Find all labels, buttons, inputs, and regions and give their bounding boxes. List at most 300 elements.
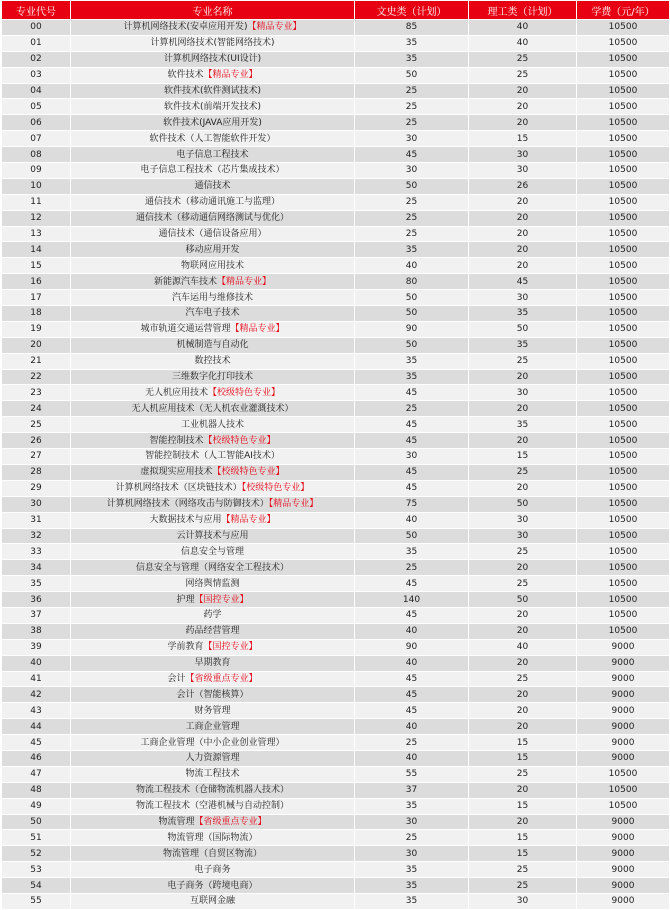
- major-tag: 【精品专业】: [221, 515, 276, 526]
- header-major-name: 专业名称: [71, 1, 355, 20]
- tuition-cell: 10500: [577, 417, 670, 433]
- table-row: [2, 687, 670, 703]
- major-name-cell: [71, 639, 355, 655]
- table-row: [2, 655, 670, 671]
- arts-plan-cell: 25: [355, 401, 469, 417]
- major-code-cell: 08: [2, 147, 71, 163]
- arts-plan-cell: 90: [355, 321, 469, 337]
- major-code-cell: 50: [2, 814, 71, 830]
- table-row: [2, 814, 670, 830]
- major-name-text: 物流工程技术: [185, 769, 240, 780]
- tuition-cell: 10500: [577, 623, 670, 639]
- table-row: [2, 258, 670, 274]
- table-row: [2, 560, 670, 576]
- science-plan-cell: 20: [469, 242, 577, 258]
- major-name-text: 学前教育: [167, 642, 204, 653]
- science-plan-cell: 20: [469, 814, 577, 830]
- major-name-text: 工商企业管理（中小企业创业管理）: [140, 737, 285, 748]
- table-row: [2, 337, 670, 353]
- arts-plan-cell: 40: [355, 655, 469, 671]
- major-name-cell: [71, 163, 355, 179]
- major-name-text: 通信技术（移动通讯施工与监理）: [144, 197, 280, 208]
- table-row: [2, 496, 670, 512]
- table-row: [2, 178, 670, 194]
- tuition-cell: 10500: [577, 83, 670, 99]
- science-plan-cell: 20: [469, 115, 577, 131]
- major-code-cell: 05: [2, 99, 71, 115]
- table-row: [2, 226, 670, 242]
- major-code-cell: 06: [2, 115, 71, 131]
- major-name-cell: [71, 782, 355, 798]
- major-name-text: 城市轨道交通运营管理: [140, 324, 231, 335]
- arts-plan-cell: 45: [355, 417, 469, 433]
- major-code-cell: 51: [2, 830, 71, 846]
- major-tag: 【国控专业】: [203, 642, 258, 653]
- tuition-cell: 10500: [577, 369, 670, 385]
- major-code-cell: 24: [2, 401, 71, 417]
- arts-plan-cell: 35: [355, 353, 469, 369]
- major-name-cell: [71, 449, 355, 465]
- arts-plan-cell: 45: [355, 433, 469, 449]
- major-name-cell: [71, 99, 355, 115]
- science-plan-cell: 30: [469, 163, 577, 179]
- major-code-cell: 15: [2, 258, 71, 274]
- major-tag: 【校级特色专业】: [208, 387, 281, 398]
- tuition-cell: 10500: [577, 449, 670, 465]
- major-name-text: 智能控制技术: [149, 435, 204, 446]
- table-row: [2, 576, 670, 592]
- science-plan-cell: 25: [469, 67, 577, 83]
- tuition-cell: 10500: [577, 67, 670, 83]
- arts-plan-cell: 45: [355, 576, 469, 592]
- major-name-text: 财务管理: [194, 705, 231, 716]
- table-row: [2, 83, 670, 99]
- major-code-cell: 20: [2, 337, 71, 353]
- major-name-cell: [71, 35, 355, 51]
- tuition-cell: 9000: [577, 862, 670, 878]
- major-name-text: 物流管理: [158, 816, 195, 827]
- major-name-cell: [71, 719, 355, 735]
- tuition-cell: 9000: [577, 846, 670, 862]
- table-row: [2, 544, 670, 560]
- science-plan-cell: 50: [469, 592, 577, 608]
- table-row: [2, 735, 670, 751]
- science-plan-cell: 20: [469, 687, 577, 703]
- major-code-cell: 30: [2, 496, 71, 512]
- major-name-text: 大数据技术与应用: [149, 515, 222, 526]
- table-row: [2, 194, 670, 210]
- science-plan-cell: 25: [469, 766, 577, 782]
- arts-plan-cell: 45: [355, 703, 469, 719]
- arts-plan-cell: 30: [355, 163, 469, 179]
- tuition-cell: 10500: [577, 782, 670, 798]
- major-tag: 【精品专业】: [203, 70, 258, 81]
- tuition-cell: 10500: [577, 20, 670, 36]
- science-plan-cell: 45: [469, 274, 577, 290]
- table-row: [2, 893, 670, 909]
- tuition-cell: 9000: [577, 893, 670, 909]
- major-name-text: 物流工程技术（仓储物流机器人技术）: [135, 785, 289, 796]
- science-plan-cell: 20: [469, 99, 577, 115]
- major-name-cell: [71, 766, 355, 782]
- arts-plan-cell: 35: [355, 798, 469, 814]
- major-name-text: 软件技术（人工智能软件开发）: [149, 133, 276, 144]
- arts-plan-cell: 25: [355, 99, 469, 115]
- enrollment-plan-table: [1, 0, 670, 910]
- major-name-cell: [71, 671, 355, 687]
- major-code-cell: 39: [2, 639, 71, 655]
- arts-plan-cell: 35: [355, 893, 469, 909]
- major-code-cell: 09: [2, 163, 71, 179]
- science-plan-cell: 25: [469, 51, 577, 67]
- table-row: [2, 163, 670, 179]
- table-row: [2, 878, 670, 894]
- table-row: [2, 369, 670, 385]
- science-plan-cell: 25: [469, 671, 577, 687]
- major-name-cell: [71, 846, 355, 862]
- tuition-cell: 10500: [577, 798, 670, 814]
- tuition-cell: 9000: [577, 655, 670, 671]
- major-name-text: 人力资源管理: [185, 753, 240, 764]
- major-name-text: 工业机器人技术: [180, 419, 244, 430]
- major-code-cell: 55: [2, 893, 71, 909]
- tuition-cell: 10500: [577, 464, 670, 480]
- major-name-cell: [71, 306, 355, 322]
- major-name-cell: [71, 623, 355, 639]
- table-row: [2, 353, 670, 369]
- major-name-text: 无人机应用技术（无人机农业灌溉技术）: [131, 403, 294, 414]
- table-header-row: [2, 1, 670, 20]
- table-row: [2, 433, 670, 449]
- table-row: [2, 750, 670, 766]
- tuition-cell: 10500: [577, 560, 670, 576]
- table-row: [2, 671, 670, 687]
- arts-plan-cell: 35: [355, 369, 469, 385]
- table-row: [2, 51, 670, 67]
- header-science-plan: 理工类（计划）: [469, 1, 577, 20]
- major-code-cell: 19: [2, 321, 71, 337]
- major-code-cell: 23: [2, 385, 71, 401]
- science-plan-cell: 20: [469, 401, 577, 417]
- major-name-text: 移动应用开发: [185, 244, 240, 255]
- table-row: [2, 830, 670, 846]
- major-name-cell: [71, 178, 355, 194]
- arts-plan-cell: 45: [355, 671, 469, 687]
- major-name-text: 物流管理（自贸区物流）: [162, 848, 262, 859]
- major-code-cell: 48: [2, 782, 71, 798]
- arts-plan-cell: 45: [355, 607, 469, 623]
- arts-plan-cell: 30: [355, 131, 469, 147]
- arts-plan-cell: 35: [355, 544, 469, 560]
- major-name-cell: [71, 131, 355, 147]
- major-name-text: 软件技术(前端开发技术): [163, 101, 262, 112]
- science-plan-cell: 20: [469, 719, 577, 735]
- major-name-text: 物联网应用技术: [180, 260, 244, 271]
- tuition-cell: 10500: [577, 576, 670, 592]
- tuition-cell: 10500: [577, 607, 670, 623]
- major-code-cell: 46: [2, 750, 71, 766]
- arts-plan-cell: 55: [355, 766, 469, 782]
- table-row: [2, 607, 670, 623]
- major-name-text: 汽车运用与维修技术: [171, 292, 253, 303]
- major-name-cell: [71, 20, 355, 36]
- major-code-cell: 14: [2, 242, 71, 258]
- tuition-cell: 10500: [577, 147, 670, 163]
- arts-plan-cell: 35: [355, 878, 469, 894]
- major-name-text: 电子信息工程技术（芯片集成技术）: [140, 165, 285, 176]
- arts-plan-cell: 45: [355, 464, 469, 480]
- tuition-cell: 9000: [577, 814, 670, 830]
- major-tag: 【精品专业】: [268, 499, 319, 510]
- tuition-cell: 10500: [577, 496, 670, 512]
- table-row: [2, 862, 670, 878]
- table-row: [2, 242, 670, 258]
- arts-plan-cell: 80: [355, 274, 469, 290]
- science-plan-cell: 20: [469, 560, 577, 576]
- major-name-cell: [71, 290, 355, 306]
- arts-plan-cell: 140: [355, 592, 469, 608]
- major-name-text: 数控技术: [194, 356, 231, 367]
- tuition-cell: 10500: [577, 131, 670, 147]
- arts-plan-cell: 45: [355, 385, 469, 401]
- header-arts-plan: 文史类（计划）: [355, 1, 469, 20]
- major-name-cell: [71, 258, 355, 274]
- major-tag: 【校级特色专业】: [203, 435, 276, 446]
- tuition-cell: 10500: [577, 544, 670, 560]
- tuition-cell: 10500: [577, 512, 670, 528]
- major-name-text: 计算机网络技术(UI设计): [163, 54, 262, 65]
- major-name-cell: [71, 592, 355, 608]
- science-plan-cell: 30: [469, 385, 577, 401]
- major-name-text: 互联网金融: [189, 896, 235, 907]
- tuition-cell: 10500: [577, 194, 670, 210]
- tuition-cell: 10500: [577, 480, 670, 496]
- major-tag: 【精品专业】: [217, 276, 272, 287]
- major-name-cell: [71, 353, 355, 369]
- major-code-cell: 32: [2, 528, 71, 544]
- science-plan-cell: 25: [469, 464, 577, 480]
- science-plan-cell: 20: [469, 258, 577, 274]
- science-plan-cell: 25: [469, 544, 577, 560]
- major-name-cell: [71, 735, 355, 751]
- tuition-cell: 9000: [577, 830, 670, 846]
- major-name-text: 电子商务（跨境电商）: [167, 880, 258, 891]
- arts-plan-cell: 45: [355, 687, 469, 703]
- major-name-text: 计算机网络技术(智能网络技术): [150, 38, 275, 49]
- major-name-text: 计算机网络技术（区块链技术）: [115, 483, 242, 494]
- science-plan-cell: 40: [469, 639, 577, 655]
- major-name-cell: [71, 321, 355, 337]
- major-name-cell: [71, 274, 355, 290]
- table-row: [2, 782, 670, 798]
- major-name-cell: [71, 607, 355, 623]
- major-name-cell: [71, 576, 355, 592]
- tuition-cell: 9000: [577, 735, 670, 751]
- table-row: [2, 274, 670, 290]
- arts-plan-cell: 50: [355, 306, 469, 322]
- table-row: [2, 464, 670, 480]
- science-plan-cell: 20: [469, 210, 577, 226]
- major-code-cell: 21: [2, 353, 71, 369]
- major-code-cell: 52: [2, 846, 71, 862]
- science-plan-cell: 30: [469, 290, 577, 306]
- science-plan-cell: 50: [469, 321, 577, 337]
- major-name-cell: [71, 480, 355, 496]
- arts-plan-cell: 25: [355, 560, 469, 576]
- major-name-cell: [71, 337, 355, 353]
- major-name-cell: [71, 242, 355, 258]
- science-plan-cell: 20: [469, 623, 577, 639]
- science-plan-cell: 40: [469, 20, 577, 36]
- arts-plan-cell: 25: [355, 735, 469, 751]
- major-name-cell: [71, 893, 355, 909]
- major-code-cell: 11: [2, 194, 71, 210]
- science-plan-cell: 30: [469, 528, 577, 544]
- tuition-cell: 10500: [577, 321, 670, 337]
- major-code-cell: 31: [2, 512, 71, 528]
- tuition-cell: 9000: [577, 719, 670, 735]
- major-code-cell: 17: [2, 290, 71, 306]
- science-plan-cell: 20: [469, 782, 577, 798]
- tuition-cell: 10500: [577, 210, 670, 226]
- science-plan-cell: 20: [469, 83, 577, 99]
- major-tag: 【国控专业】: [194, 594, 249, 605]
- major-name-cell: [71, 862, 355, 878]
- major-name-text: 智能控制技术（人工智能AI技术）: [145, 451, 280, 462]
- major-name-text: 药学: [203, 610, 222, 621]
- major-code-cell: 33: [2, 544, 71, 560]
- science-plan-cell: 25: [469, 862, 577, 878]
- science-plan-cell: 20: [469, 480, 577, 496]
- tuition-cell: 10500: [577, 337, 670, 353]
- major-name-text: 电子商务: [194, 864, 231, 875]
- science-plan-cell: 30: [469, 512, 577, 528]
- table-row: [2, 846, 670, 862]
- major-code-cell: 00: [2, 20, 71, 36]
- major-code-cell: 03: [2, 67, 71, 83]
- table-row: [2, 147, 670, 163]
- major-name-text: 通信技术（移动通信网络测试与优化）: [135, 213, 289, 224]
- arts-plan-cell: 50: [355, 337, 469, 353]
- arts-plan-cell: 30: [355, 846, 469, 862]
- major-code-cell: 25: [2, 417, 71, 433]
- science-plan-cell: 20: [469, 703, 577, 719]
- major-name-cell: [71, 115, 355, 131]
- science-plan-cell: 35: [469, 306, 577, 322]
- arts-plan-cell: 37: [355, 782, 469, 798]
- major-name-text: 药品经营管理: [185, 626, 240, 637]
- major-code-cell: 40: [2, 655, 71, 671]
- major-name-cell: [71, 67, 355, 83]
- science-plan-cell: 15: [469, 131, 577, 147]
- science-plan-cell: 15: [469, 449, 577, 465]
- major-tag: 【省级重点专业】: [185, 673, 258, 684]
- major-name-cell: [71, 750, 355, 766]
- arts-plan-cell: 25: [355, 210, 469, 226]
- arts-plan-cell: 50: [355, 528, 469, 544]
- table-row: [2, 703, 670, 719]
- major-name-cell: [71, 401, 355, 417]
- arts-plan-cell: 50: [355, 290, 469, 306]
- table-row: [2, 99, 670, 115]
- major-name-text: 软件技术: [167, 70, 204, 81]
- arts-plan-cell: 50: [355, 67, 469, 83]
- arts-plan-cell: 35: [355, 862, 469, 878]
- science-plan-cell: 35: [469, 337, 577, 353]
- major-name-text: 网络舆情监测: [185, 578, 240, 589]
- major-name-text: 软件技术(JAVA应用开发): [163, 117, 262, 128]
- table-row: [2, 131, 670, 147]
- table-row: [2, 306, 670, 322]
- major-name-text: 电子信息工程技术: [176, 149, 249, 160]
- tuition-cell: 10500: [577, 51, 670, 67]
- major-name-text: 软件技术(软件测试技术): [163, 86, 262, 96]
- science-plan-cell: 25: [469, 353, 577, 369]
- major-code-cell: 44: [2, 719, 71, 735]
- tuition-cell: 9000: [577, 671, 670, 687]
- major-code-cell: 38: [2, 623, 71, 639]
- major-code-cell: 41: [2, 671, 71, 687]
- major-code-cell: 02: [2, 51, 71, 67]
- table-row: [2, 480, 670, 496]
- major-name-cell: [71, 528, 355, 544]
- science-plan-cell: 20: [469, 369, 577, 385]
- major-name-text: 护理: [176, 594, 195, 605]
- science-plan-cell: 50: [469, 496, 577, 512]
- tuition-cell: 10500: [577, 401, 670, 417]
- major-name-text: 信息安全与管理（网络安全工程技术）: [135, 562, 289, 573]
- arts-plan-cell: 35: [355, 51, 469, 67]
- tuition-cell: 9000: [577, 750, 670, 766]
- major-name-cell: [71, 830, 355, 846]
- science-plan-cell: 30: [469, 147, 577, 163]
- tuition-cell: 10500: [577, 258, 670, 274]
- major-name-cell: [71, 210, 355, 226]
- major-code-cell: 13: [2, 226, 71, 242]
- major-name-text: 新能源汽车技术: [153, 276, 217, 287]
- major-code-cell: 07: [2, 131, 71, 147]
- tuition-cell: 10500: [577, 274, 670, 290]
- table-row: [2, 115, 670, 131]
- science-plan-cell: 20: [469, 194, 577, 210]
- tuition-cell: 10500: [577, 242, 670, 258]
- arts-plan-cell: 25: [355, 194, 469, 210]
- science-plan-cell: 20: [469, 226, 577, 242]
- major-name-text: 机械制造与自动化: [176, 340, 249, 351]
- table-row: [2, 592, 670, 608]
- major-name-text: 无人机应用技术: [144, 387, 208, 398]
- major-name-text: 云计算技术与应用: [176, 530, 249, 541]
- arts-plan-cell: 40: [355, 623, 469, 639]
- major-name-cell: [71, 433, 355, 449]
- tuition-cell: 10500: [577, 592, 670, 608]
- major-name-cell: [71, 385, 355, 401]
- table-row: [2, 290, 670, 306]
- major-name-cell: [71, 798, 355, 814]
- tuition-cell: 9000: [577, 703, 670, 719]
- science-plan-cell: 25: [469, 576, 577, 592]
- major-name-cell: [71, 814, 355, 830]
- arts-plan-cell: 25: [355, 830, 469, 846]
- major-code-cell: 18: [2, 306, 71, 322]
- major-code-cell: 45: [2, 735, 71, 751]
- major-name-cell: [71, 687, 355, 703]
- arts-plan-cell: 25: [355, 83, 469, 99]
- major-name-cell: [71, 512, 355, 528]
- major-name-cell: [71, 226, 355, 242]
- major-name-text: 会计（智能核算）: [176, 689, 249, 700]
- major-name-text: 通信技术: [194, 181, 231, 192]
